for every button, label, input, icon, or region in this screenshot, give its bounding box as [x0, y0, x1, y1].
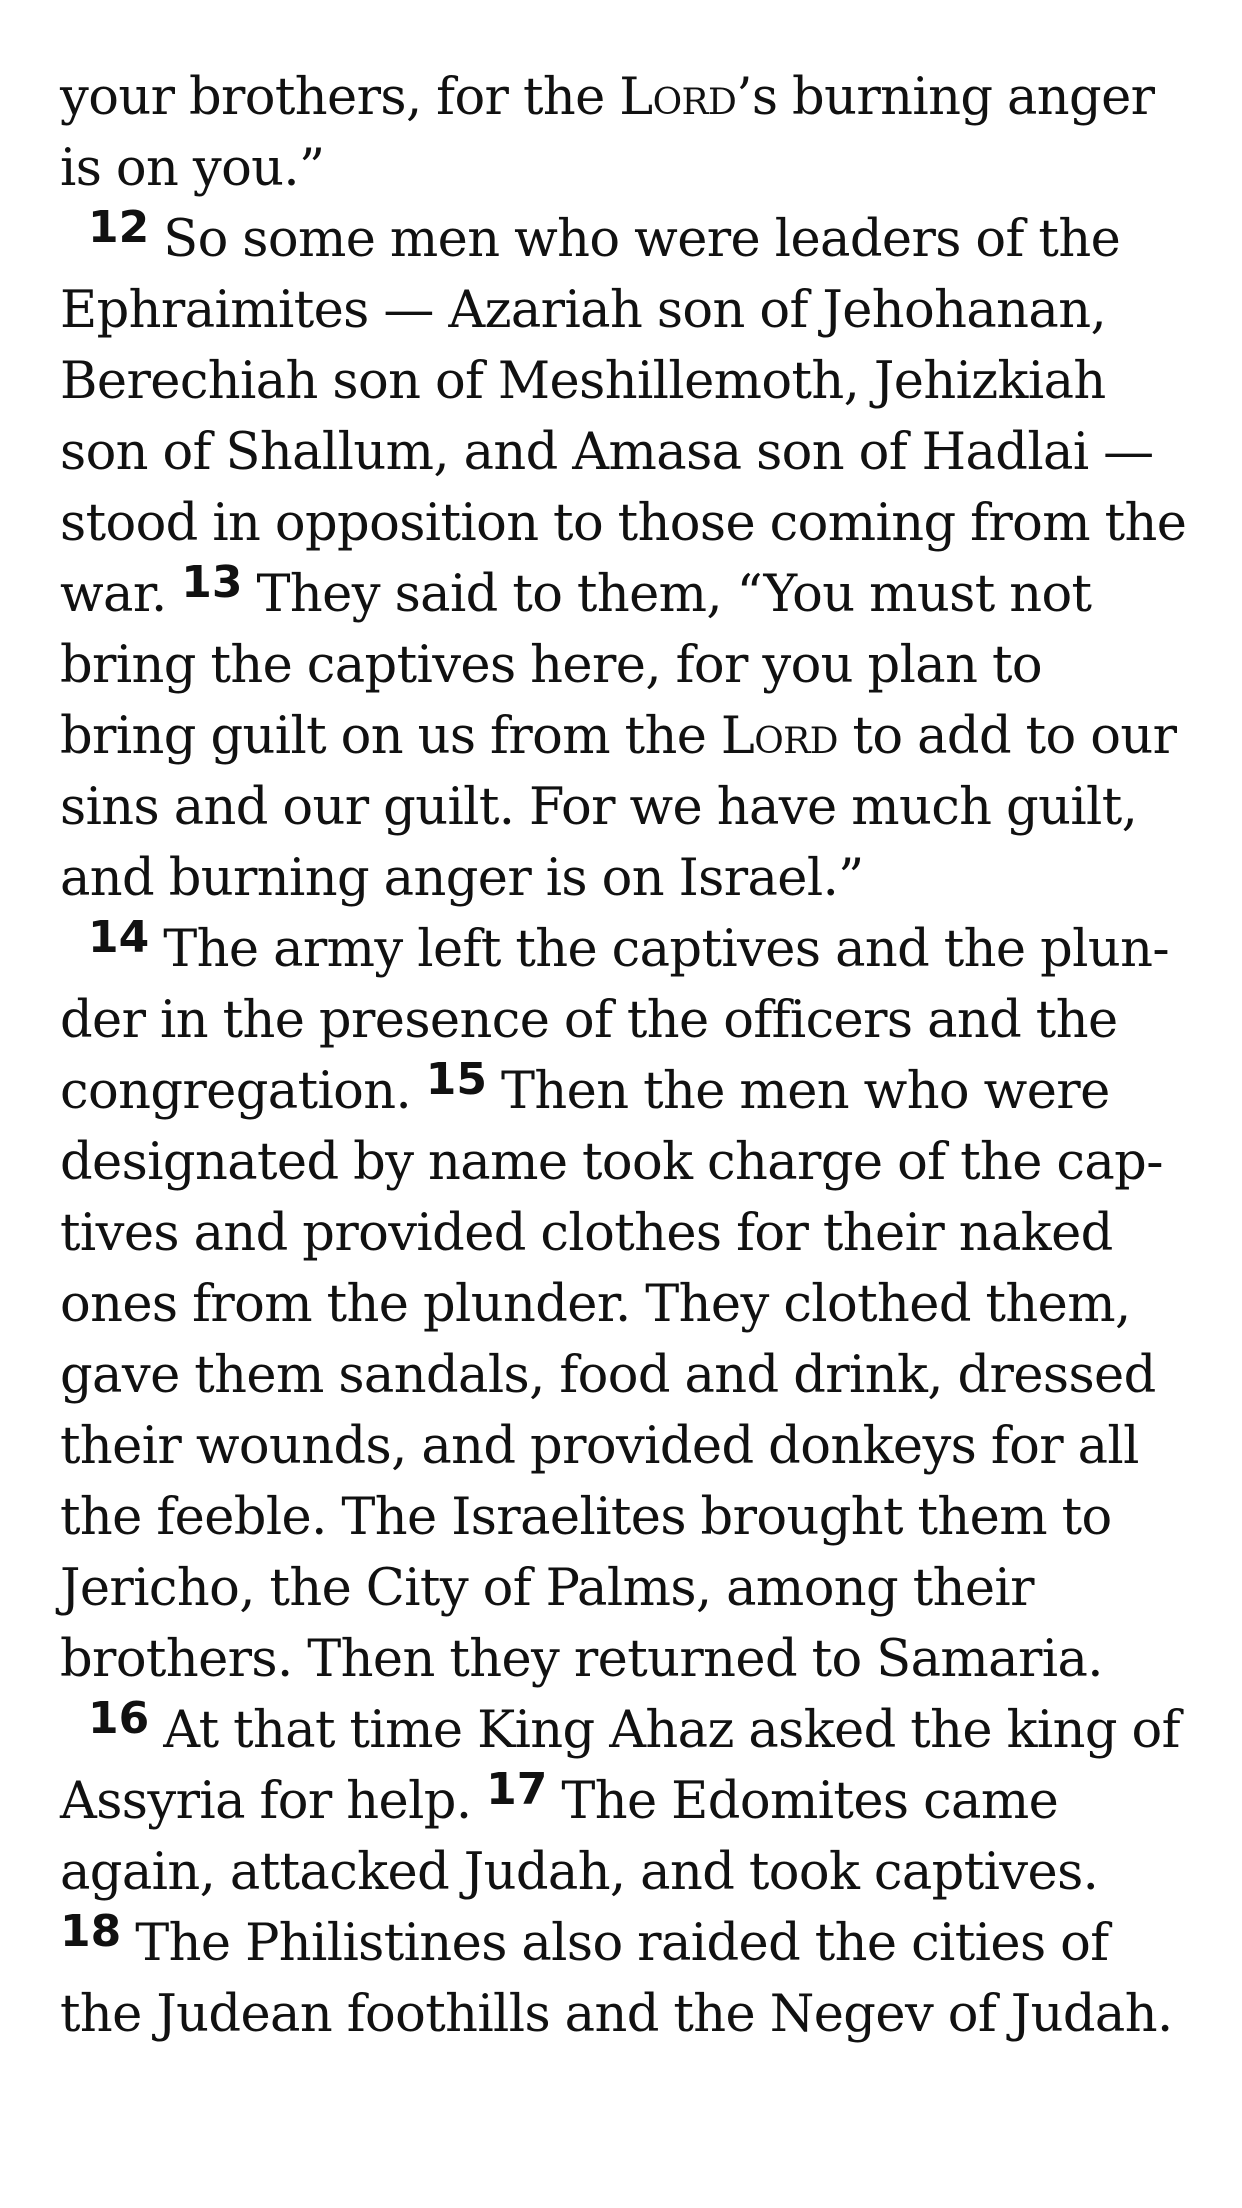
divine-name: Lord [720, 707, 838, 766]
verse-text-18: The Philistines also raided the cities of the Judean foothills and the Negev of Judah. [60, 1914, 1173, 2044]
verse-text-16: At that time King Ahaz asked the king of Assyria for help. [60, 1701, 1180, 1831]
verse-text-13: They said to them, “You must not bring the captives here, for you plan to bring guilt on us from the [60, 565, 1092, 766]
passage-text: your brothers, for the [60, 68, 620, 127]
verse-number-13[interactable]: 13 [181, 557, 243, 608]
verse-number-12[interactable]: 12 [88, 202, 150, 253]
verse-text-13-end: to add to our sins and our guilt. For we have much guilt, and burning anger is on Israel.” [60, 707, 1177, 908]
verse-number-16[interactable]: 16 [88, 1693, 150, 1744]
paragraph-continuation [60, 62, 1190, 204]
verse-number-14[interactable]: 14 [88, 912, 150, 963]
passage-text: ’s burning anger is on you.” [60, 68, 1155, 198]
paragraph-verses-12-13 [60, 204, 1190, 914]
reader-page [60, 62, 1190, 2050]
verse-text-14: The army left the captives and the plunder in the presence of the officers and the congregation. [60, 920, 1170, 1121]
paragraph-verses-14-15 [60, 914, 1190, 1695]
verse-text-12: So some men who were leaders of the Ephraimites — Azariah son of Jehohanan, Berechiah son of Meshillemoth, Jehizkiah son of Shallum, and Amasa son of Hadlai — stood in opposition to those coming from the war. [60, 210, 1187, 624]
verse-number-15[interactable]: 15 [425, 1054, 487, 1105]
paragraph-verses-16-18 [60, 1695, 1190, 2050]
verse-number-17[interactable]: 17 [486, 1764, 548, 1815]
divine-name: Lord [619, 68, 737, 127]
verse-text-15: Then the men who were designated by name took charge of the captives and provided clothes for their naked ones from the plunder. They clothed them, gave them sandals, food and drink, dressed their wounds, and provided donkeys for all the feeble. The Israelites brought them to Jericho, the City of Palms, among their brothers. Then they returned to Samaria. [60, 1062, 1164, 1689]
verse-number-18[interactable]: 18 [60, 1906, 122, 1957]
verse-text-17: The Edomites came again, attacked Judah, and took captives. [60, 1772, 1099, 1902]
